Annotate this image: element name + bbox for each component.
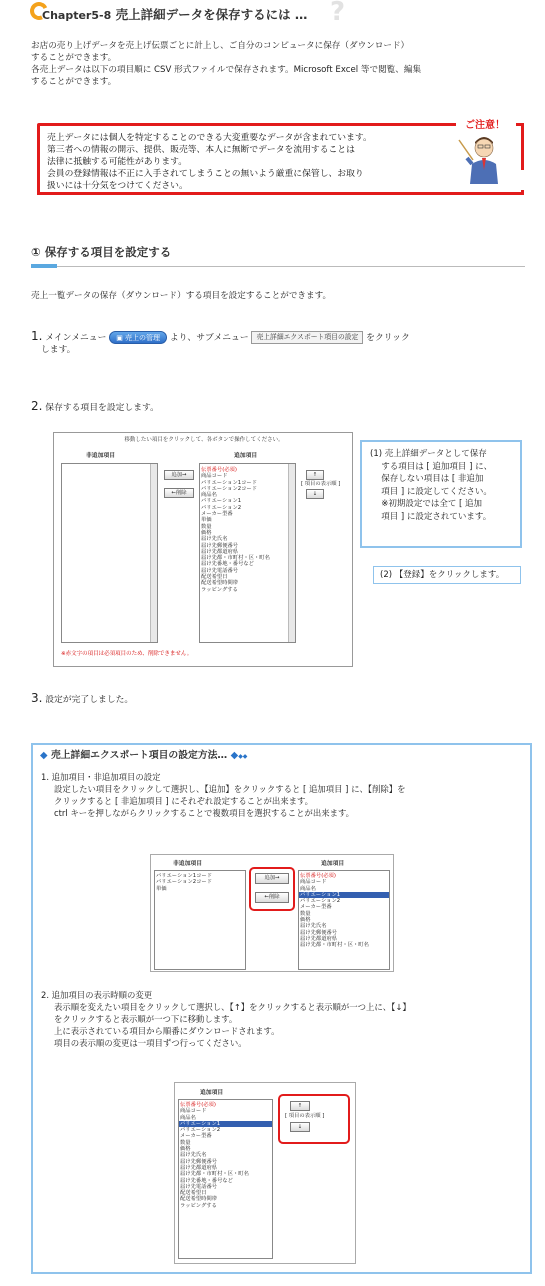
list-item[interactable]: 届け先郵便番号: [180, 1158, 218, 1165]
list-item[interactable]: バリエーション1: [201, 498, 242, 505]
list-item[interactable]: 数量: [300, 910, 311, 917]
list-item[interactable]: 伝票番号(必須): [300, 873, 336, 879]
non-added-header: 非追加項目: [86, 453, 115, 459]
list-item[interactable]: 届け先郵便番号: [201, 542, 239, 549]
step-1: 1. メインメニュー ▣ 売上の管理 より、サブメニュー 売上詳細エクスポート項目の設定 をクリック します。: [31, 329, 410, 355]
list-item[interactable]: バリエーション1コード: [156, 873, 213, 879]
non-added-listbox[interactable]: [154, 870, 246, 970]
added-listbox[interactable]: [199, 463, 296, 643]
list-item[interactable]: 届け先番地・番号など: [180, 1177, 233, 1184]
list-item[interactable]: 届け先郵便番号: [300, 929, 338, 936]
added-listbox[interactable]: [298, 870, 390, 970]
move-up-button[interactable]: ↑: [306, 470, 324, 480]
list-item[interactable]: バリエーション2コード: [156, 879, 213, 886]
remove-button[interactable]: ←削除: [164, 488, 194, 498]
add-button[interactable]: 追加→: [255, 873, 289, 884]
required-note: ※赤文字の項目は必須項目のため、削除できません。: [61, 651, 193, 657]
list-item[interactable]: 届け先都・市町村・区・町名: [300, 942, 369, 949]
list-item[interactable]: 数量: [201, 523, 212, 530]
section-title: ① 保存する項目を設定する: [31, 245, 172, 259]
list-item[interactable]: 届け先電話番号: [201, 567, 239, 574]
list-item[interactable]: 配送希望日: [201, 574, 228, 581]
list-item[interactable]: 配送希望日: [180, 1190, 207, 1197]
list-item[interactable]: バリエーション2: [201, 504, 242, 511]
list-item[interactable]: 商品名: [180, 1114, 196, 1121]
section-divider-accent: [31, 264, 57, 268]
caution-text: 売上データには個人を特定することのできる大変重要なデータが含まれています。 第三者への情報の開示、提供、販売等、本人に無断でデータを流用することは 法律に抵触する可能性があります。 会員の登録情報は不正に入手されてしまうことの無いよう厳重に保管し、お取り 扱いには十分気をつけてください。: [47, 133, 372, 191]
added-header: 追加項目: [234, 453, 258, 459]
list-item[interactable]: 価格: [201, 529, 212, 536]
list-item[interactable]: 届け先番地・番号など: [201, 561, 254, 568]
list-item[interactable]: 届け先都道府県: [201, 548, 239, 555]
section-description: 売上一覧データの保存（ダウンロード）する項目を設定することができます。: [31, 291, 332, 301]
list-item[interactable]: 商品名: [300, 885, 316, 892]
export-settings-submenu-button[interactable]: 売上詳細エクスポート項目の設定: [251, 331, 363, 344]
list-item[interactable]: 届け先都・市町村・区・町名: [201, 555, 270, 562]
list-item-selected[interactable]: バリエーション1: [179, 1121, 272, 1127]
list-item[interactable]: 配送希望時間帯: [180, 1196, 218, 1203]
add-remove-screenshot: 非追加項目 追加項目 バリエーション1コード バリエーション2コード 単価 追加→ ←削除 伝票番号(必須) 商品コード 商品名 バリエーション1 バリエーション2 メーカー型番 数量 価格 届け先氏名 届け先郵便番号 届け先都道府県 届け先都・市町村・区・町名: [150, 854, 394, 972]
tips-title: ◆ 売上詳細エクスポート項目の設定方法… ◆◆◆: [40, 750, 248, 761]
list-item[interactable]: 届け先都道府県: [180, 1164, 218, 1171]
export-settings-screenshot: [53, 432, 353, 667]
list-item[interactable]: 商品コード: [300, 879, 327, 886]
list-item[interactable]: メーカー型番: [180, 1133, 212, 1140]
list-item-selected[interactable]: バリエーション1: [299, 892, 389, 898]
tips-section-1: 1. 追加項目・非追加項目の設定 設定したい項目をクリックして選択し、【追加】をクリックすると [ 追加項目 ] に、【削除】を クリックすると [ 非追加項目 ] にそれぞれ設定することが出来ます。 ctrl キーを押しながらクリックすることで複数項目を選択することが出来ます。: [41, 772, 406, 818]
scrollbar[interactable]: [288, 464, 295, 642]
list-item[interactable]: 届け先氏名: [300, 923, 327, 930]
callout-2: (2) 【登録】をクリックします。: [373, 566, 521, 584]
add-button[interactable]: 追加→: [164, 470, 194, 480]
instruction-text: 移動したい項目をクリックして、各ボタンで操作してください。: [124, 437, 284, 443]
list-item[interactable]: 単価: [201, 517, 212, 524]
list-item[interactable]: バリエーション2: [180, 1127, 221, 1134]
list-item[interactable]: 届け先都道府県: [300, 935, 338, 942]
sales-management-menu-button[interactable]: ▣ 売上の管理: [109, 331, 167, 344]
list-item[interactable]: 配送希望時間帯: [201, 580, 239, 587]
move-down-button[interactable]: ↓: [290, 1122, 310, 1132]
step-2: 2. 保存する項目を設定します。: [31, 399, 159, 413]
list-item[interactable]: 届け先電話番号: [180, 1183, 218, 1190]
list-item[interactable]: 商品コード: [201, 473, 228, 480]
list-item[interactable]: バリエーション1コード: [201, 479, 258, 486]
page-title: Chapter5-8 売上詳細データを保存するには …: [42, 7, 308, 22]
section-divider: [31, 266, 525, 267]
order-label: [ 項目の表示順 ]: [301, 481, 341, 487]
question-mark-icon: ?: [330, 0, 346, 27]
list-item[interactable]: ラッピングする: [201, 586, 238, 593]
list-item[interactable]: メーカー型番: [201, 511, 233, 518]
list-item[interactable]: 単価: [156, 885, 167, 892]
scrollbar[interactable]: [150, 464, 157, 642]
list-item[interactable]: 伝票番号(必須): [201, 467, 237, 473]
list-item[interactable]: メーカー型番: [300, 904, 332, 911]
callout-1: (1) 売上詳細データとして保存 する項目は [ 追加項目 ] に、 保存しない項目は [ 非追加 項目 ] に設定してください。 ※初期設定では全て [ 追加 項目 ] に設定されています。: [360, 440, 522, 548]
teacher-icon: [457, 134, 503, 184]
list-item[interactable]: 届け先氏名: [201, 536, 228, 543]
move-down-button[interactable]: ↓: [306, 489, 324, 499]
order-label: [ 項目の表示順 ]: [285, 1113, 325, 1119]
list-item[interactable]: 商品コード: [180, 1108, 207, 1115]
intro-text: お店の売り上げデータを売上げ伝票ごとに計上し、ご自分のコンピュータに保存（ダウンロード） することができます。 各売上データは以下の項目順に CSV 形式ファイルで保存されます。Microsoft Excel 等で閲覧、編集 することができます。: [31, 41, 422, 87]
list-item[interactable]: 伝票番号(必須): [180, 1102, 216, 1108]
list-item[interactable]: 商品名: [201, 492, 217, 499]
list-item[interactable]: ラッピングする: [180, 1202, 217, 1209]
list-item[interactable]: バリエーション2コード: [201, 485, 258, 492]
list-item[interactable]: 価格: [180, 1146, 191, 1153]
list-item[interactable]: 届け先氏名: [180, 1152, 207, 1159]
list-item[interactable]: 数量: [180, 1139, 191, 1146]
added-listbox[interactable]: [178, 1099, 273, 1259]
non-added-listbox[interactable]: [61, 463, 158, 643]
remove-button[interactable]: ←削除: [255, 892, 289, 903]
caution-label: ご注意！: [465, 120, 505, 131]
list-item[interactable]: 価格: [300, 917, 311, 924]
list-item[interactable]: バリエーション2: [300, 898, 341, 905]
step-3: 3. 設定が完了しました。: [31, 691, 134, 705]
list-item[interactable]: 届け先都・市町村・区・町名: [180, 1171, 249, 1178]
reorder-screenshot: 追加項目 伝票番号(必須) 商品コード 商品名 バリエーション1 バリエーション2 メーカー型番 数量 価格 届け先氏名 届け先郵便番号 届け先都道府県 届け先都・市町村・区・町名 届け先番地・番号など 届け先電話番号 配送希望日 配送希望時間帯 ラッピングする ↑ [ 項目の表示順 ] ↓: [174, 1082, 356, 1264]
tips-section-2: 2. 追加項目の表示時順の変更 表示順を変えたい項目をクリックして選択し、【↑】をクリックすると表示順が一つ上に、【↓】 をクリックすると表示順が一つ下に移動します。 上に表示されている項目から順番にダウンロードされます。 項目の表示順の変更は一項目ずつ行ってください。: [41, 990, 411, 1048]
move-up-button[interactable]: ↑: [290, 1101, 310, 1111]
